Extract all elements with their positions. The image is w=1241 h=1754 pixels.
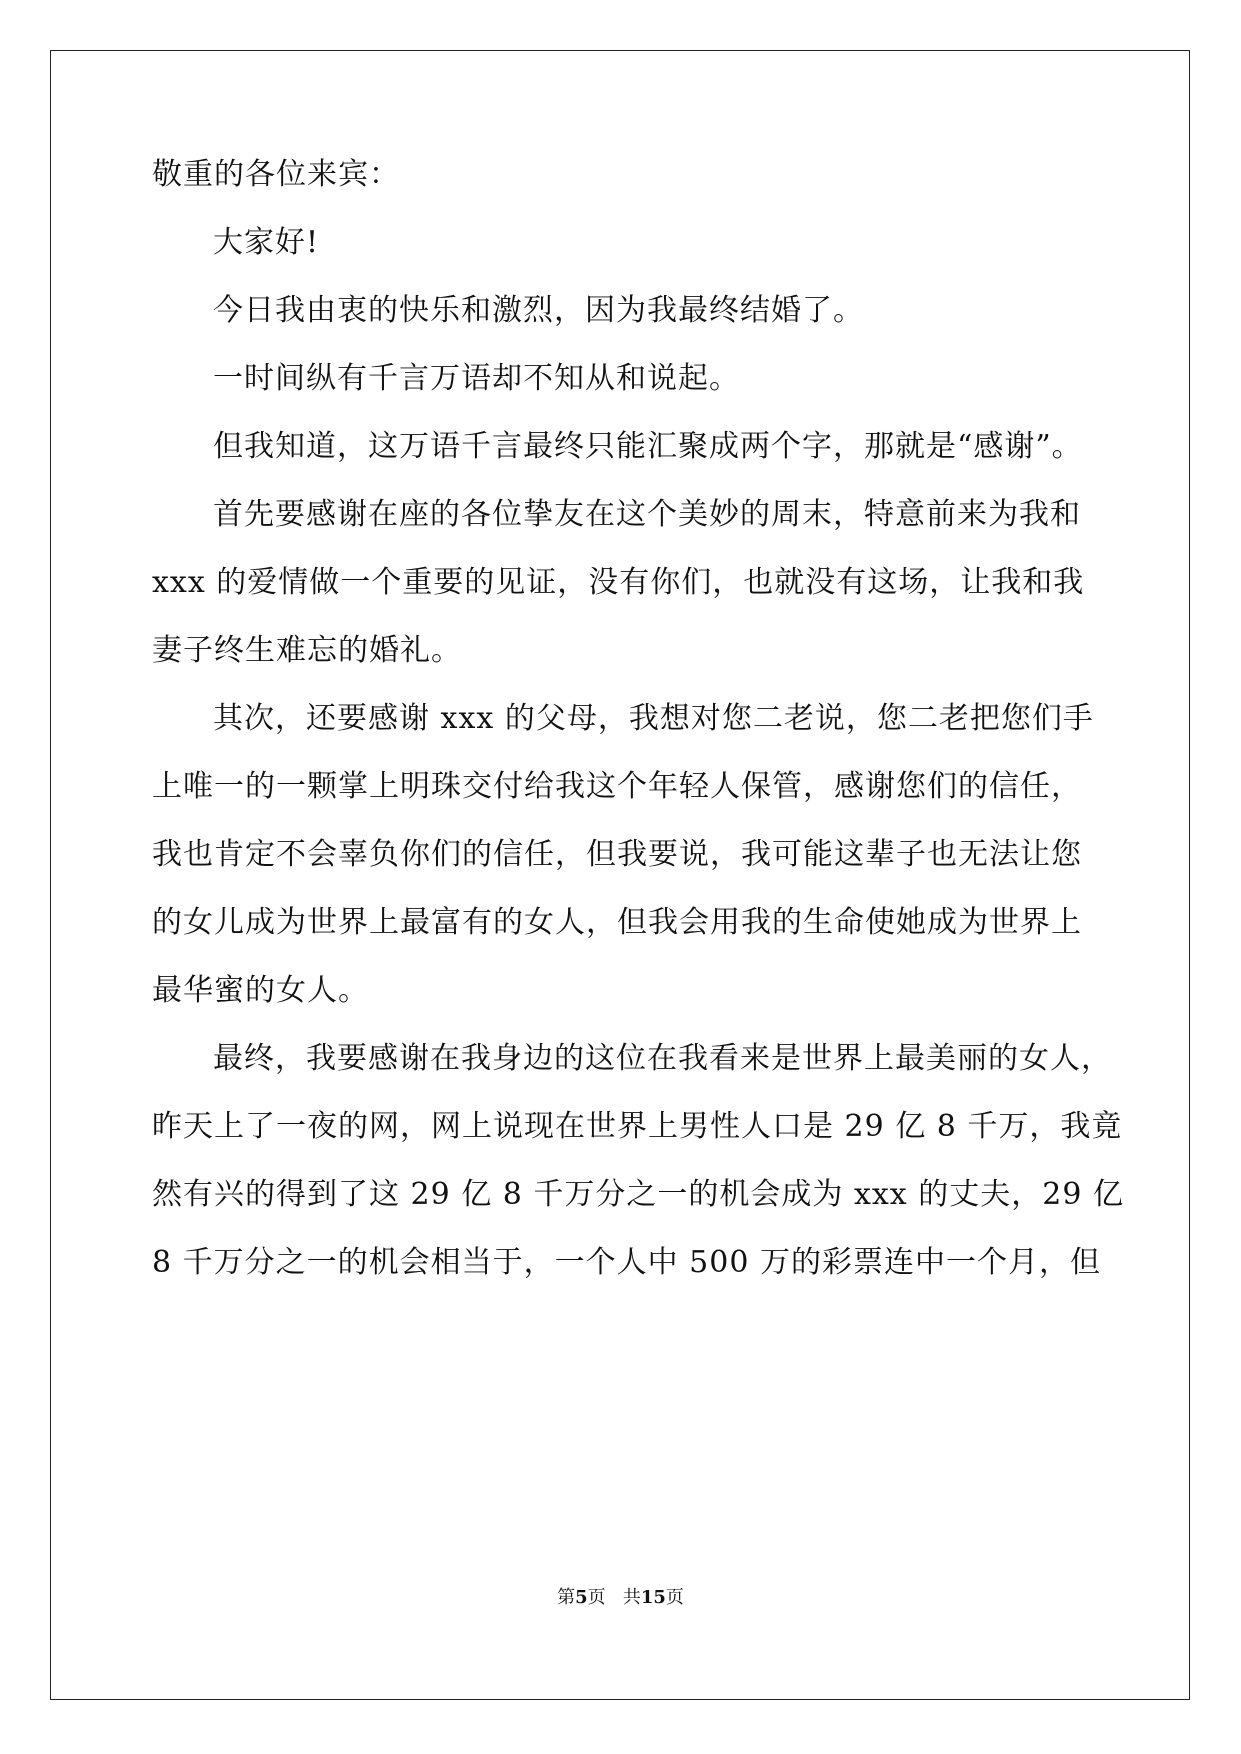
page-unit: 页 [587, 1587, 606, 1608]
body-line: 昨天上了一夜的网，网上说现在世界上男性人口是 29 亿 8 千万，我竟 [152, 1109, 1123, 1144]
total-pages: 15 [640, 1587, 666, 1608]
page-number: 5 [575, 1587, 588, 1608]
body-line: xxx 的爱情做一个重要的见证，没有你们，也就没有这场，让我和我 [152, 565, 1085, 600]
body-line: 最华蜜的女人。 [152, 973, 369, 1008]
body-line: 一时间纵有千言万语却不知从和说起。 [213, 361, 740, 396]
body-line: 但我知道，这万语千言最终只能汇聚成两个字，那就是“感谢”。 [213, 429, 1083, 464]
body-line: 然有兴的得到了这 29 亿 8 千万分之一的机会成为 xxx 的丈夫，29 亿 [152, 1177, 1124, 1212]
salutation-line: 敬重的各位来宾： [152, 157, 400, 192]
body-line: 其次，还要感谢 xxx 的父母，我想对您二老说，您二老把您们手 [213, 701, 1094, 736]
body-line: 8 千万分之一的机会相当于，一个人中 500 万的彩票连中一个月，但 [152, 1245, 1101, 1280]
page-footer [0, 1586, 1241, 1610]
body-line: 今日我由衷的快乐和激烈，因为我最终结婚了。 [213, 293, 864, 328]
body-line: 妻子终生难忘的婚礼。 [152, 633, 462, 668]
greeting-line: 大家好! [213, 225, 320, 260]
total-unit: 页 [665, 1587, 684, 1608]
body-line: 的女儿成为世界上最富有的女人，但我会用我的生命使她成为世界上 [152, 905, 1082, 940]
body-line: 我也肯定不会辜负你们的信任，但我要说，我可能这辈子也无法让您 [152, 837, 1082, 872]
body-line: 最终，我要感谢在我身边的这位在我看来是世界上最美丽的女人， [213, 1041, 1112, 1076]
total-prefix: 共 [622, 1587, 641, 1608]
page-prefix: 第 [557, 1587, 576, 1608]
body-line: 首先要感谢在座的各位挚友在这个美妙的周末，特意前来为我和 [213, 497, 1081, 532]
body-line: 上唯一的一颗掌上明珠交付给我这个年轻人保管，感谢您们的信任， [152, 769, 1082, 804]
